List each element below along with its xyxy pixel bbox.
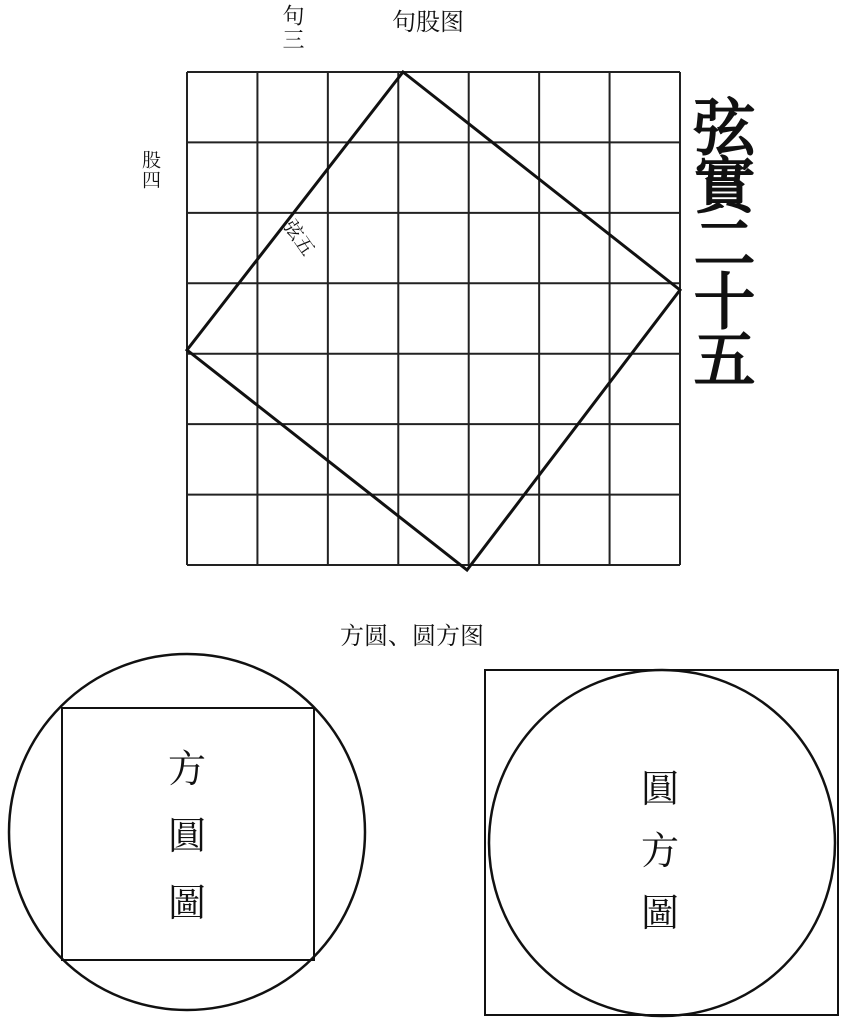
fang-yuan-figure (9, 654, 365, 1010)
xian-shi-label: 弦實二十五 (683, 95, 756, 385)
gou-label: 句三 (279, 4, 304, 52)
gougu-title: 句股图 (392, 8, 464, 36)
yuan-fang-figure (485, 670, 838, 1016)
xian-label: 弦五 (278, 216, 319, 261)
circle-square-title: 方圆、圆方图 (340, 622, 484, 650)
fang-yuan-label: 方圓圖 (167, 747, 207, 925)
gu-label: 股四 (139, 150, 161, 190)
yuan-fang-label: 圓方圖 (640, 767, 680, 935)
